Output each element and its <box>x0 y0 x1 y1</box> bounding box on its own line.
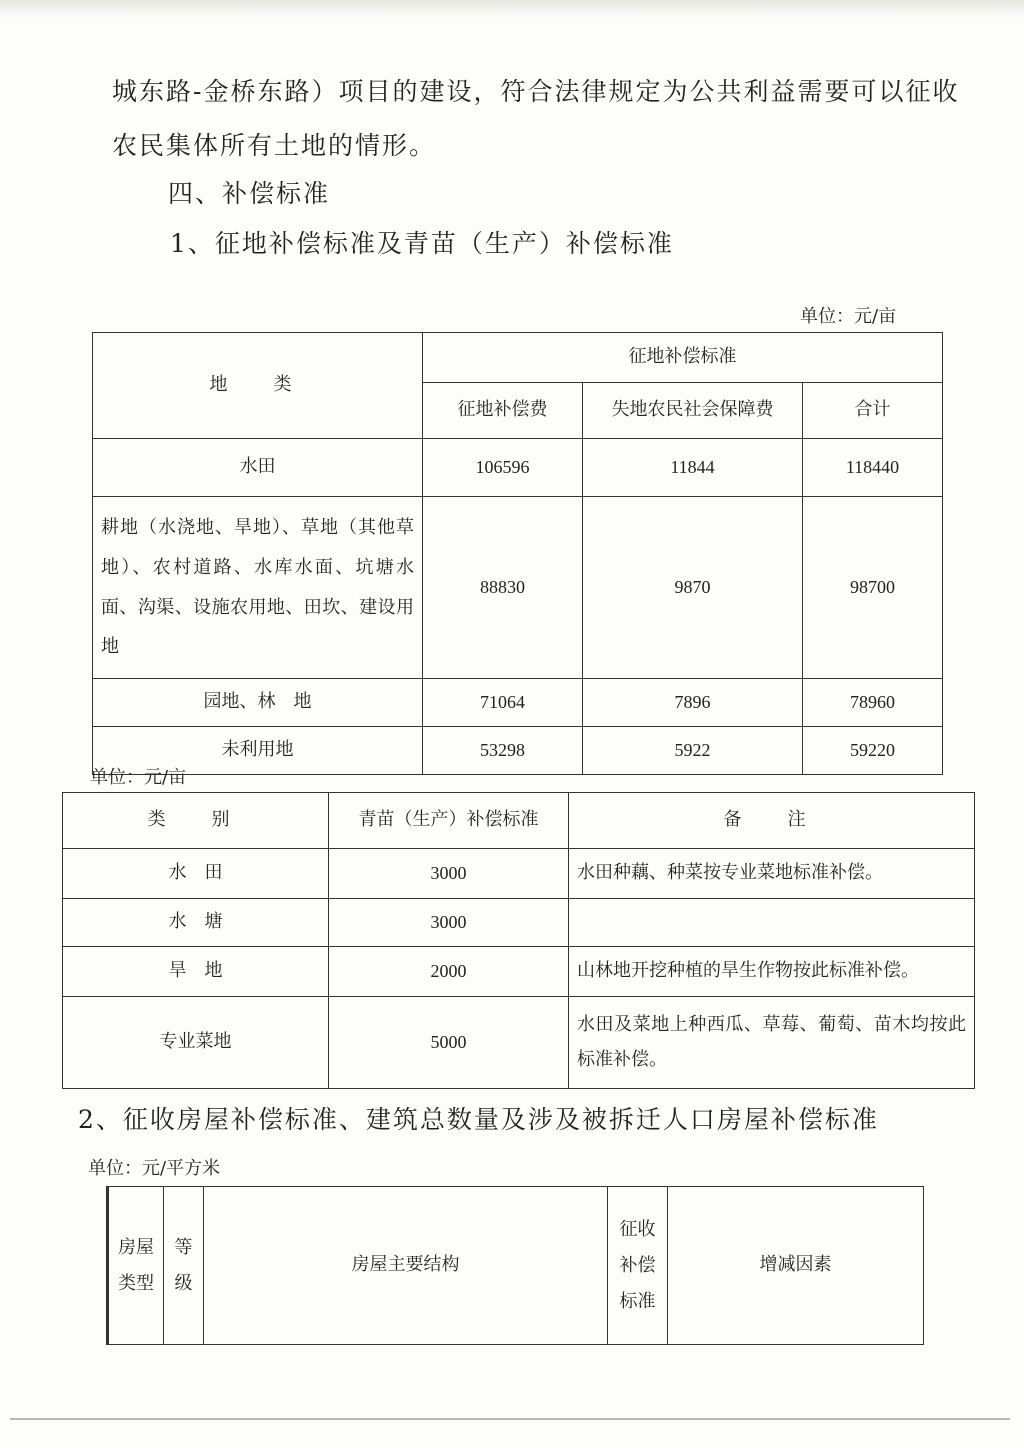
header-compensation-fee: 征地补偿费 <box>423 383 583 439</box>
table-row <box>63 899 975 947</box>
table-row <box>93 727 943 775</box>
fee-cell: 53298 <box>423 727 583 775</box>
social-cell: 5922 <box>583 727 803 775</box>
section-heading-compensation: 四、补偿标准 <box>168 179 331 208</box>
header-land-type: 地 类 <box>93 333 423 439</box>
standard-cell: 2000 <box>329 947 569 997</box>
social-cell: 7896 <box>583 679 803 727</box>
header-adjustment-factors: 增减因素 <box>668 1187 924 1345</box>
total-cell: 78960 <box>803 679 943 727</box>
house-compensation-table <box>106 1186 924 1345</box>
social-cell: 11844 <box>583 439 803 497</box>
category-cell: 水 塘 <box>63 899 329 947</box>
total-cell: 59220 <box>803 727 943 775</box>
header-compensation-standard: 征收补偿标准 <box>608 1187 668 1345</box>
land-type-cell: 未利用地 <box>93 727 423 775</box>
paragraph-line-1: 城东路-金桥东路）项目的建设，符合法律规定为公共利益需要可以征收 <box>112 77 960 106</box>
page-edge <box>0 0 1024 18</box>
table-row <box>93 497 943 679</box>
fee-cell: 88830 <box>423 497 583 679</box>
land-compensation-table <box>92 332 943 775</box>
fee-cell: 71064 <box>423 679 583 727</box>
table-row <box>63 997 975 1089</box>
note-cell: 山林地开挖种植的旱生作物按此标准补偿。 <box>569 947 975 997</box>
total-cell: 98700 <box>803 497 943 679</box>
header-social-security-fee: 失地农民社会保障费 <box>583 383 803 439</box>
table-row <box>93 679 943 727</box>
header-grade: 等级 <box>164 1187 204 1345</box>
land-type-cell: 耕地（水浇地、旱地）、草地（其他草地）、农村道路、水库水面、坑塘水面、沟渠、设施农用地、田坎、建设用地 <box>93 497 423 679</box>
header-crop-standard: 青苗（生产）补偿标准 <box>329 793 569 849</box>
social-cell: 9870 <box>583 497 803 679</box>
category-cell: 旱 地 <box>63 947 329 997</box>
paragraph-line-2: 农民集体所有土地的情形。 <box>112 131 437 160</box>
standard-cell: 5000 <box>329 997 569 1089</box>
category-cell: 水 田 <box>63 849 329 899</box>
standard-cell: 3000 <box>329 849 569 899</box>
header-category: 类 别 <box>63 793 329 849</box>
fee-cell: 106596 <box>423 439 583 497</box>
note-cell <box>569 899 975 947</box>
header-main-structure: 房屋主要结构 <box>204 1187 608 1345</box>
table-row <box>63 947 975 997</box>
total-cell: 118440 <box>803 439 943 497</box>
standard-cell: 3000 <box>329 899 569 947</box>
table-row <box>93 439 943 497</box>
crop-table-unit: 单位：元/亩 <box>90 767 187 788</box>
header-total: 合计 <box>803 383 943 439</box>
table-row <box>63 849 975 899</box>
category-cell: 专业菜地 <box>63 997 329 1089</box>
subsection-heading-housing: 2、征收房屋补偿标准、建筑总数量及涉及被拆迁人口房屋补偿标准 <box>78 1105 879 1134</box>
header-note: 备 注 <box>569 793 975 849</box>
land-table-unit: 单位：元/亩 <box>800 306 897 327</box>
house-table-unit: 单位：元/平方米 <box>88 1158 221 1179</box>
note-cell: 水田种藕、种菜按专业菜地标准补偿。 <box>569 849 975 899</box>
crop-compensation-table <box>62 792 975 1089</box>
page-bottom-edge <box>10 1418 1010 1420</box>
header-house-type: 房屋类型 <box>108 1187 164 1345</box>
land-type-cell: 园地、林 地 <box>93 679 423 727</box>
note-cell: 水田及菜地上种西瓜、草莓、葡萄、苗木均按此标准补偿。 <box>569 997 975 1089</box>
land-type-cell: 水田 <box>93 439 423 497</box>
subsection-heading-land: 1、征地补偿标准及青苗（生产）补偿标准 <box>170 229 674 258</box>
header-compensation-group: 征地补偿标准 <box>423 333 943 383</box>
